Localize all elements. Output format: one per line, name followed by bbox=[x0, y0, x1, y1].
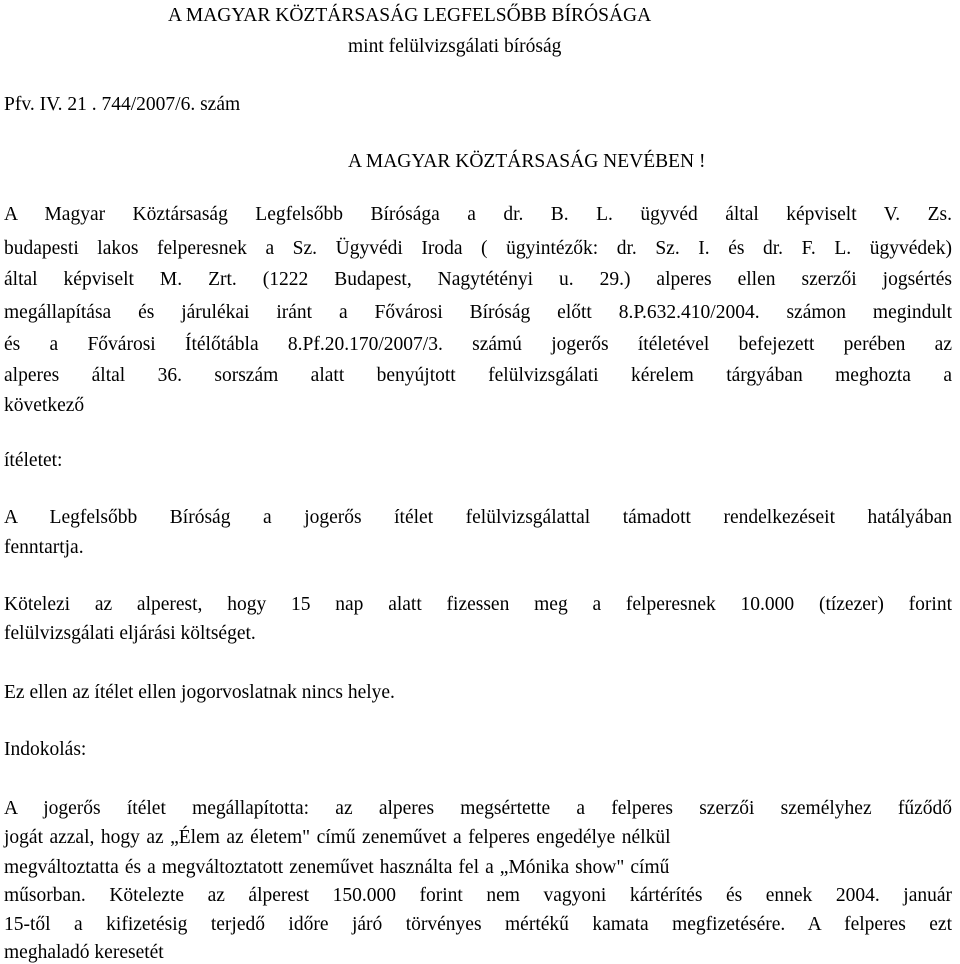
costs-line: felülvizsgálati eljárási költséget. bbox=[4, 623, 256, 644]
in-the-name-of-heading: A MAGYAR KÖZTÁRSASÁG NEVÉBEN ! bbox=[348, 151, 706, 172]
reasoning-line: műsorban. Kötelezte az álperest 150.000 forint nem vagyoni kártérítés és ennek 2004. január bbox=[4, 885, 952, 906]
reasoning-line: meghaladó keresetét bbox=[4, 942, 164, 963]
intro-line: A Magyar Köztársaság Legfelsőbb Bírósága a dr. B. L. ügyvéd által képviselt V. Zs. bbox=[4, 204, 952, 225]
intro-line: következő bbox=[4, 395, 85, 416]
no-appeal-statement: Ez ellen az ítélet ellen jogorvoslatnak nincs helye. bbox=[4, 682, 395, 703]
intro-line: budapesti lakos felperesnek a Sz. Ügyvédi Iroda ( ügyintézők: dr. Sz. I. és dr. F. L. ügyvédek) bbox=[4, 238, 952, 259]
court-role-subheading: mint felülvizsgálati bíróság bbox=[348, 36, 562, 57]
court-name-heading: A MAGYAR KÖZTÁRSASÁG LEGFELSŐBB BÍRÓSÁGA bbox=[168, 5, 652, 26]
reasoning-label: Indokolás: bbox=[4, 739, 87, 760]
case-number: Pfv. IV. 21 . 744/2007/6. szám bbox=[4, 94, 241, 115]
costs-line: Kötelezi az alperest, hogy 15 nap alatt fizessen meg a felperesnek 10.000 (tízezer) forint bbox=[4, 594, 952, 615]
intro-line: megállapítása és járulékai iránt a Fővárosi Bíróság előtt 8.P.632.410/2004. számon megindult bbox=[4, 302, 952, 323]
ruling-line: A Legfelsőbb Bíróság a jogerős ítélet felülvizsgálattal támadott rendelkezéseit hatályában bbox=[4, 507, 952, 528]
judgment-label: ítéletet: bbox=[4, 450, 63, 471]
reasoning-line: A jogerős ítélet megállapította: az alperes megsértette a felperes szerzői személyhez fűződő bbox=[4, 798, 952, 819]
reasoning-line: 15-től a kifizetésig terjedő időre járó törvényes mértékű kamata megfizetésére. A felperes ezt bbox=[4, 914, 952, 935]
intro-line: által képviselt M. Zrt. (1222 Budapest, Nagytétényi u. 29.) alperes ellen szerzői jogsértés bbox=[4, 269, 952, 290]
intro-line: és a Fővárosi Ítélőtábla 8.Pf.20.170/2007/3. számú jogerős ítéletével befejezett perében az bbox=[4, 334, 952, 355]
ruling-line: fenntartja. bbox=[4, 537, 84, 558]
reasoning-line: megváltoztatta és a megváltoztatott zeneművet használta fel a „Mónika show" című bbox=[4, 857, 670, 878]
intro-line: alperes által 36. sorszám alatt benyújtott felülvizsgálati kérelem tárgyában meghozta a bbox=[4, 365, 952, 386]
reasoning-line: jogát azzal, hogy az „Élem az életem" című zeneművet a felperes engedélye nélkül bbox=[4, 827, 671, 848]
